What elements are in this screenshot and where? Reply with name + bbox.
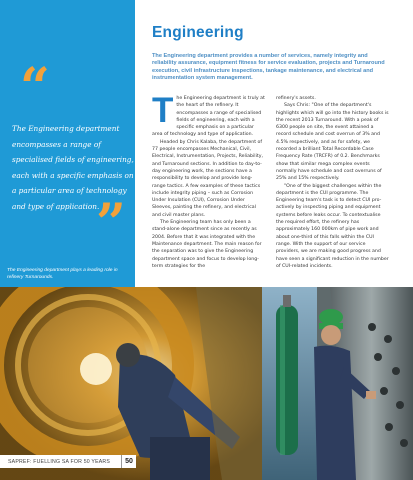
paragraph: Says Chris: "One of the department's highlights which will go into the history books is the recent 2013 Turnaround. With a peak of 6300 people on site, the event attained a record schedule and cost overrun of 3% and 4.5% respectively, and as for safety, we recorded a brilliant Total Recordable Case Frequency Rate (TRCFR) of 0.2. Benchmarks show that similar mega complex events normally have schedule and cost overruns of 25% and 15% respectively.: [276, 103, 389, 182]
paragraph: Headed by Chris Kalaba, the department of 77 people encompasses Mechanical, Civil, Electrical, Instrumentation, Projects, Reliability, and Turnaround sections. In addition to day-to-day engineering work, the sections have a responsibility to develop and provide long-range tactics. A few examples of these tactics include integrity piping – such as Corrosion Under Insulation (CUI), Corrosion Under Sleeves, painting the refinery, and electrical and civil master plans.: [152, 139, 263, 218]
technician-photo: [314, 287, 413, 480]
engineering-photo-strip: [0, 287, 413, 480]
article-column-2: [276, 95, 389, 270]
drop-cap: T: [152, 91, 174, 130]
open-quote-mark: “: [20, 57, 50, 118]
footer-text: SAPREF: FUELLING SA FOR 50 YEARS: [8, 459, 111, 465]
pull-quote: The Engineering department encompasses a range of specialised fields of engineering, each with a specific emphasis on a particular area of technology and type of application.: [12, 124, 134, 211]
sidebar-panel: [0, 0, 135, 287]
paragraph: The Engineering team has only been a stand-alone department since as recently as 2004. Before that it was integrated with the Maintenance department. The main reason for the separation was to give the Engineering department space and focus to develop long-term strategies for the: [152, 220, 262, 269]
gas-cylinder-photo: [262, 287, 317, 480]
paragraph: "One of the biggest challenges within the department is the CUI programme. The Engineering team's task is to detect CUI pro-actively by inspecting piping and equipment systems before leaks occur. To contextualise the required effort, the refinery has approximately 160 000km of pipe work and about one-third of this falls within the CUI range. With the support of our service providers, we are making good progress and have seen a significant reduction in the number of CUI-related incidents.: [276, 183, 389, 269]
paragraph: refinery's assets.: [276, 96, 316, 101]
paragraph: he Engineering department is truly at the heart of the refinery. It encompasses a range of specialised fields of engineering, each with a specific emphasis on a particular area of technology and type of application.: [152, 96, 265, 138]
welding-photo: [0, 287, 262, 480]
page-title: Engineering: [152, 24, 244, 41]
photo-caption: The Engineering department plays a leading role in refinery Turnarounds.: [7, 268, 118, 280]
close-quote-mark: ”: [96, 193, 126, 254]
standfirst: The Engineering department provides a number of services, namely integrity and reliability assurance, equipment fitness for service evaluation, projects and Turnaround execution, civil infrastructure inspections, tankage maintenance, and electrical and instrumentation system management.: [152, 53, 385, 82]
article-column-1: [152, 91, 265, 270]
page-number: 50: [121, 455, 136, 468]
footer-bar: [0, 455, 121, 468]
